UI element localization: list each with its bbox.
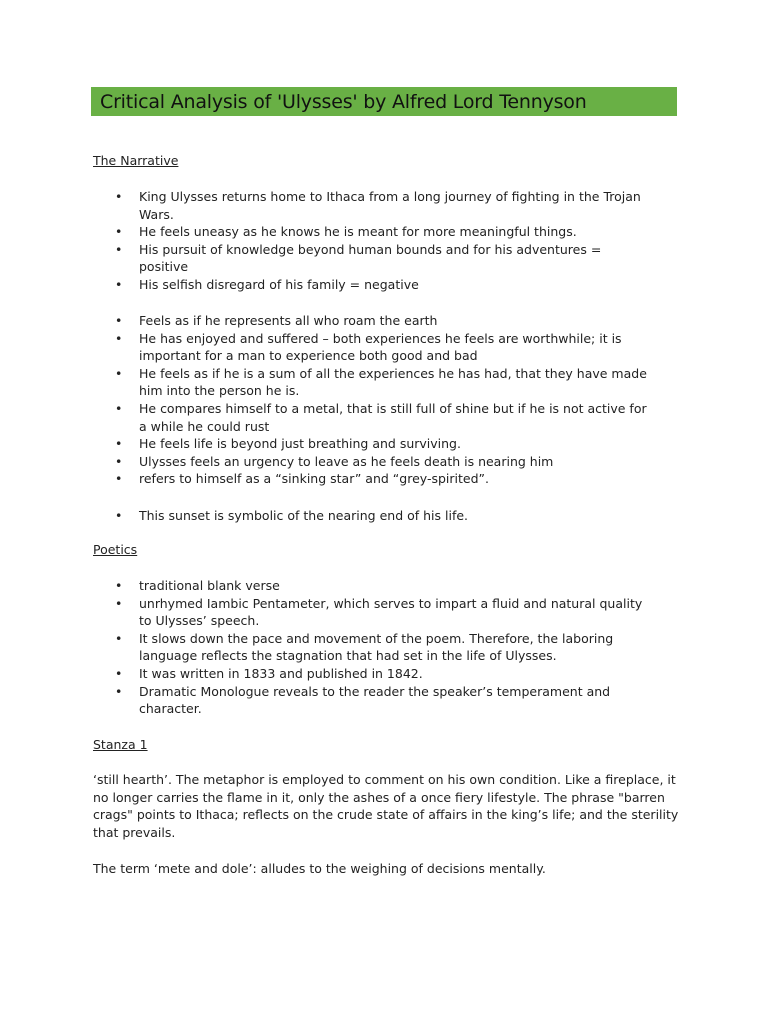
bullet-icon: • xyxy=(115,400,123,416)
list-item xyxy=(93,683,653,718)
list-item xyxy=(93,630,653,665)
narrative-list-2 xyxy=(93,312,653,488)
bullet-icon: • xyxy=(115,276,123,292)
list-item xyxy=(93,665,653,683)
bullet-icon: • xyxy=(115,471,123,487)
section-heading-poetics: Poetics xyxy=(93,542,138,557)
list-item-text: His selfish disregard of his family = negative xyxy=(139,276,419,292)
list-item-text: He feels life is beyond just breathing and surviving. xyxy=(139,436,461,452)
bullet-icon: • xyxy=(115,224,123,240)
list-item-text: He has enjoyed and suffered – both experiences he feels are worthwhile; it is important for a man to experience both good and bad xyxy=(139,330,622,364)
bullet-icon: • xyxy=(115,189,123,204)
list-item xyxy=(93,330,653,365)
list-item-text: traditional blank verse xyxy=(139,578,280,593)
list-item xyxy=(93,188,653,223)
bullet-icon: • xyxy=(115,313,123,328)
bullet-icon: • xyxy=(115,683,123,699)
bullet-icon: • xyxy=(115,453,123,469)
list-item-text: Feels as if he represents all who roam the earth xyxy=(139,313,438,328)
list-item xyxy=(93,241,653,276)
list-item xyxy=(93,453,653,471)
list-item-text: It was written in 1833 and published in 1842. xyxy=(139,665,423,681)
list-item-text: unrhymed Iambic Pentameter, which serves to impart a fluid and natural quality to Ulysses’ speech. xyxy=(139,595,643,629)
list-item-text: King Ulysses returns home to Ithaca from a long journey of fighting in the Trojan Wars. xyxy=(139,189,641,222)
bullet-icon: • xyxy=(115,578,123,593)
list-item xyxy=(93,365,653,400)
narrative-list-3 xyxy=(93,507,653,525)
bullet-icon: • xyxy=(115,508,123,523)
poetics-list xyxy=(93,577,653,718)
stanza-1-paragraph: ‘still hearth’. The metaphor is employed to comment on his own condition. Like a fireplace, it no longer carries the flame in it, only the ashes of a once fiery lifestyle. The phrase "barren crags" points to Ithaca; reflects on the crude state of affairs in the king’s life; and the sterility that prevails. xyxy=(93,772,679,840)
section-heading-narrative: The Narrative xyxy=(93,153,179,168)
mete-and-dole-paragraph: The term ‘mete and dole’: alludes to the weighing of decisions mentally. xyxy=(93,861,546,876)
section-heading-stanza-1: Stanza 1 xyxy=(93,737,148,752)
narrative-list-1 xyxy=(93,188,653,294)
bullet-icon: • xyxy=(115,595,123,611)
bullet-icon: • xyxy=(115,330,123,346)
list-item xyxy=(93,400,653,435)
list-item xyxy=(93,223,653,241)
list-item xyxy=(93,312,653,330)
bullet-icon: • xyxy=(115,241,123,257)
list-item-text: It slows down the pace and movement of the poem. Therefore, the laboring language reflects the stagnation that had set in the life of Ulysses. xyxy=(139,630,614,664)
list-item xyxy=(93,276,653,294)
list-item xyxy=(93,595,653,630)
list-item-text: He feels uneasy as he knows he is meant for more meaningful things. xyxy=(139,224,577,240)
list-item-text: This sunset is symbolic of the nearing end of his life. xyxy=(139,508,469,523)
list-item xyxy=(93,435,653,453)
list-item-text: refers to himself as a “sinking star” and “grey-spirited”. xyxy=(139,471,489,487)
list-item-text: His pursuit of knowledge beyond human bounds and for his adventures = positive xyxy=(139,241,602,275)
list-item-text: He feels as if he is a sum of all the experiences he has had, that they have made him into the person he is. xyxy=(139,365,647,399)
list-item xyxy=(93,577,653,595)
title-banner xyxy=(91,87,677,116)
bullet-icon: • xyxy=(115,630,123,646)
bullet-icon: • xyxy=(115,365,123,381)
list-item-text: Ulysses feels an urgency to leave as he feels death is nearing him xyxy=(139,453,554,469)
list-item xyxy=(93,507,653,525)
bullet-icon: • xyxy=(115,436,123,452)
list-item-text: Dramatic Monologue reveals to the reader the speaker’s temperament and character. xyxy=(139,683,611,717)
list-item-text: He compares himself to a metal, that is still full of shine but if he is not active for a while he could rust xyxy=(139,400,647,434)
document-title: Critical Analysis of 'Ulysses' by Alfred Lord Tennyson xyxy=(100,90,587,113)
list-item xyxy=(93,470,653,488)
bullet-icon: • xyxy=(115,665,123,681)
